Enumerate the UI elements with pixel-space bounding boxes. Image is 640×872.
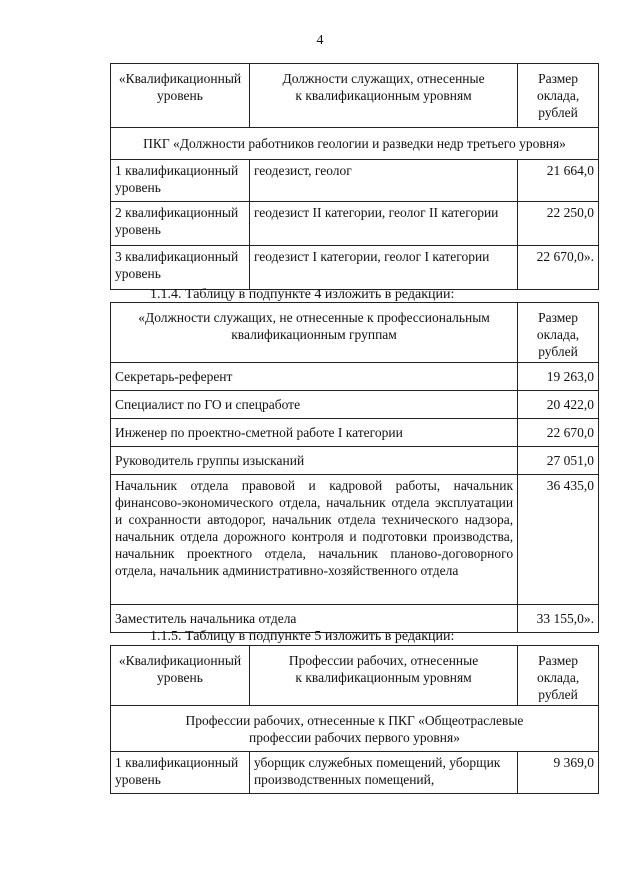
salary-cell: 22 670,0 <box>518 419 599 447</box>
table-row <box>111 391 599 419</box>
level-cell: 1 квалификационный уровень <box>111 160 250 202</box>
position-cell: Инженер по проектно-сметной работе I категории <box>111 419 518 447</box>
table-row <box>111 363 599 391</box>
position-cell: геодезист I категории, геолог I категории <box>249 246 517 290</box>
salary-cell: 22 670,0». <box>518 246 599 290</box>
table-row <box>111 447 599 475</box>
header-professions: Профессии рабочих, отнесенные к квалификационным уровням <box>249 646 517 706</box>
salary-cell: 22 250,0 <box>518 202 599 246</box>
header-positions: «Должности служащих, не отнесенные к профессиональным квалификационным группам <box>111 303 518 363</box>
header-qualification-level: «Квалификационный уровень <box>111 646 250 706</box>
salary-cell: 21 664,0 <box>518 160 599 202</box>
paragraph-1-1-5: 1.1.5. Таблицу в подпункте 5 изложить в редакции: <box>150 629 455 644</box>
paragraph-1-1-4: 1.1.4. Таблицу в подпункте 4 изложить в редакции: <box>150 287 455 302</box>
salary-cell: 33 155,0». <box>518 605 599 633</box>
salary-cell: 36 435,0 <box>518 475 599 605</box>
group-title: ПКГ «Должности работников геологии и разведки недр третьего уровня» <box>111 128 599 160</box>
position-cell: Специалист по ГО и спецработе <box>111 391 518 419</box>
position-cell: Заместитель начальника отдела <box>111 605 518 633</box>
table-header-row <box>111 646 599 706</box>
salary-cell: 19 263,0 <box>518 363 599 391</box>
position-cell: Руководитель группы изысканий <box>111 447 518 475</box>
table-row <box>111 246 599 290</box>
worker-professions-table <box>110 645 599 794</box>
group-row <box>111 128 599 160</box>
position-cell: геодезист II категории, геолог II категории <box>249 202 517 246</box>
profession-cell: уборщик служебных помещений, уборщик производственных помещений, <box>249 752 517 794</box>
header-salary: Размер оклада, рублей <box>518 646 599 706</box>
level-cell: 3 квалификационный уровень <box>111 246 250 290</box>
group-title: Профессии рабочих, отнесенные к ПКГ «Общеотраслевые профессии рабочих первого уровня» <box>111 706 599 752</box>
salary-cell: 27 051,0 <box>518 447 599 475</box>
table-header-row <box>111 64 599 128</box>
salary-cell: 9 369,0 <box>518 752 599 794</box>
level-cell: 1 квалификационный уровень <box>111 752 250 794</box>
position-cell: Начальник отдела правовой и кадровой работы, начальник финансово-экономического отдела, начальник отдела эксплуатации и сохранности автодорог, начальник отдела технического надзора, начальник отдела дорожного контроля и подготовки производства, начальник проектного отдела, начальник планово-договорного отдела, начальник административно-хозяйственного отдела <box>111 475 518 605</box>
salary-cell: 20 422,0 <box>518 391 599 419</box>
table-row <box>111 752 599 794</box>
page-number: 4 <box>316 33 324 48</box>
table-row <box>111 419 599 447</box>
header-salary: Размер оклада, рублей <box>518 303 599 363</box>
group-row <box>111 706 599 752</box>
table-header-row <box>111 303 599 363</box>
qualification-table-geology <box>110 63 599 290</box>
level-cell: 2 квалификационный уровень <box>111 202 250 246</box>
table-row <box>111 202 599 246</box>
position-cell: Секретарь-референт <box>111 363 518 391</box>
positions-not-in-groups-table <box>110 302 599 633</box>
header-qualification-level: «Квалификационный уровень <box>111 64 250 128</box>
table-row <box>111 160 599 202</box>
header-salary: Размер оклада, рублей <box>518 64 599 128</box>
header-positions: Должности служащих, отнесенные к квалификационным уровням <box>249 64 517 128</box>
position-cell: геодезист, геолог <box>249 160 517 202</box>
table-row <box>111 475 599 605</box>
